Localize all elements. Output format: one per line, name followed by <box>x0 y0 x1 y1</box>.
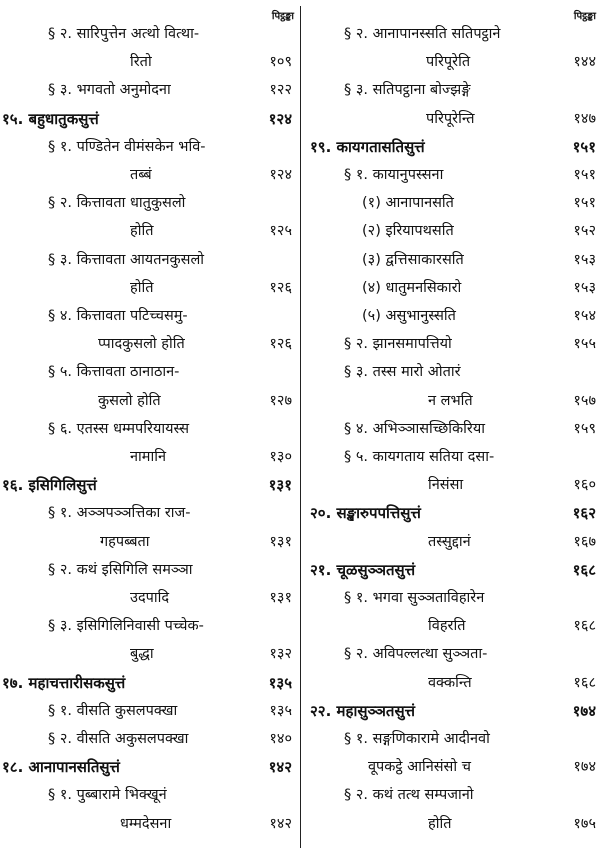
toc-entry-title: १८. आनापानसतिसुत्तं <box>2 758 120 777</box>
toc-entry <box>0 22 292 46</box>
toc-entry-title: § २. कथं इसिगिलि समञ्ञा <box>48 561 193 578</box>
toc-entry-title: § १. सङ्गणिकारामे आदीनवो <box>344 731 490 747</box>
toc-entry <box>308 78 596 102</box>
toc-entry-title: गहपब्बता <box>100 533 150 550</box>
toc-entry <box>308 812 596 836</box>
toc-entry-title: (३) द्वत्तिसाकारसति <box>362 251 464 268</box>
toc-page-number: १२७ <box>269 392 292 409</box>
toc-entry <box>308 276 596 300</box>
page-number-header: पिट्ठङ्का <box>573 11 596 22</box>
toc-entry-title: २०. सङ्खारुपपत्तिसुत्तं <box>310 504 421 523</box>
toc-entry-title: § १. पण्डितेन वीमंसकेन भवि- <box>48 138 206 155</box>
toc-entry <box>308 50 596 74</box>
toc-entry <box>308 727 596 751</box>
toc-entry-title: (१) आनापानसति <box>362 195 454 212</box>
toc-entry <box>0 699 292 723</box>
toc-entry-title: १९. कायगतासतिसुत्तं <box>310 137 425 156</box>
toc-section-heading <box>0 107 292 131</box>
toc-section-heading <box>0 755 292 779</box>
toc-entry-title: २२. महासुञ्ञतसुत्तं <box>310 701 415 720</box>
toc-entry-title: कुसलो होति <box>98 392 161 409</box>
toc-page-number: १६० <box>573 477 596 494</box>
toc-entry-title: § १. कायानुपस्सना <box>344 167 444 183</box>
toc-entry-title: § ६. एतस्स धम्मपरियायस्स <box>48 420 190 437</box>
toc-entry-title: न लभति <box>428 392 473 409</box>
toc-page-number: १४० <box>269 731 292 747</box>
toc-page-number: १४२ <box>268 758 292 777</box>
toc-page-number: १६७ <box>573 533 596 550</box>
toc-entry-title: होति <box>130 223 154 240</box>
toc-page-number: १५३ <box>573 251 596 268</box>
toc-page-number: १५२ <box>573 223 596 240</box>
toc-entry <box>0 78 292 102</box>
toc-entry <box>308 671 596 695</box>
toc-page-number: १४४ <box>573 54 596 71</box>
toc-entry-title: § ५. कायगताय सतिया दसा- <box>344 449 495 465</box>
toc-page-number: १२५ <box>269 223 292 240</box>
toc-section-heading <box>0 473 292 497</box>
toc-page-number: १५४ <box>573 308 596 324</box>
toc-page-number: १६८ <box>572 560 596 579</box>
toc-entry-title: तस्सुद्दानं <box>428 533 471 550</box>
toc-page-number: १२४ <box>269 167 292 183</box>
toc-entry <box>308 417 596 441</box>
toc-entry-title: होति <box>130 279 154 296</box>
toc-entry-title: § ३. कित्तावता आयतनकुसलो <box>48 251 205 268</box>
toc-entry-title: § ३. सतिपट्ठाना बोज्झङ्गे <box>344 82 471 99</box>
toc-entry-title: परिपूरेति <box>426 54 471 71</box>
toc-page-number: १५५ <box>573 336 596 353</box>
toc-page-number: १२६ <box>269 279 292 296</box>
toc-entry <box>0 812 292 836</box>
toc-page-number: १५१ <box>572 137 596 156</box>
toc-page-number: १५७ <box>573 392 596 409</box>
toc-entry <box>308 586 596 610</box>
toc-entry-title: § २. आनापानस्सति सतिपट्ठाने <box>344 26 501 42</box>
toc-entry <box>0 445 292 469</box>
toc-page-number: १२२ <box>269 82 292 99</box>
toc-section-heading <box>308 135 596 159</box>
toc-entry <box>0 586 292 610</box>
toc-entry-title: § ४. कित्तावता पटिच्चसमु- <box>48 308 188 324</box>
toc-entry-title: बुद्धा <box>130 646 154 663</box>
toc-entry <box>308 107 596 131</box>
toc-entry-title: § १. अञ्ञपञ्ञत्तिका राज- <box>48 505 191 522</box>
toc-entry-title: १५. बहुधातुकसुत्तं <box>2 109 99 128</box>
toc-entry-title: २१. चूळसुञ्ञतसुत्तं <box>310 560 416 579</box>
toc-entry-title: (२) इरियापथसति <box>362 223 454 240</box>
toc-page-number: १७४ <box>572 701 596 720</box>
toc-entry-title: १७. महाचत्तारीसकसुत्तं <box>2 673 126 692</box>
toc-entry-title: § ४. अभिञ्ञासच्छिकिरिया <box>344 420 486 437</box>
toc-page-number: १२६ <box>269 336 292 353</box>
toc-page-number: १३५ <box>268 673 292 692</box>
toc-entry-title: § ३. भगवतो अनुमोदना <box>48 82 171 99</box>
toc-page-number: १४७ <box>573 110 596 127</box>
toc-page-number: १३५ <box>269 702 292 719</box>
toc-entry <box>308 473 596 497</box>
toc-section-heading <box>0 671 292 695</box>
toc-entry-title: § १. भगवा सुञ्ञताविहारेन <box>344 590 485 606</box>
toc-entry-title: § २. वीसति अकुसलपक्खा <box>48 731 189 747</box>
page-number-header: पिट्ठङ्का <box>271 11 294 22</box>
toc-entry-title: १६. इसिगिलिसुत्तं <box>2 476 97 495</box>
toc-entry-title: वक्कन्ति <box>428 674 472 691</box>
toc-entry-title: वूपकट्ठे आनिसंसो च <box>368 759 471 776</box>
toc-entry-title: विहरति <box>428 618 466 635</box>
toc-entry <box>308 530 596 554</box>
toc-page-number: १५१ <box>573 167 596 183</box>
toc-entry-title: तब्बं <box>130 167 152 183</box>
toc-page-number: १३२ <box>269 646 292 663</box>
toc-entry-title: § २. कित्तावता धातुकुसलो <box>48 195 186 212</box>
toc-entry-title: रितो <box>130 54 152 71</box>
toc-section-heading <box>308 501 596 525</box>
toc-page-number: १५९ <box>573 420 596 437</box>
toc-entry <box>0 783 292 807</box>
toc-entry-title: § ३. तस्स मारो ओतारं <box>344 364 461 381</box>
toc-page-number: १५३ <box>573 279 596 296</box>
toc-entry <box>308 22 596 46</box>
toc-entry-title: § २. झानसमापत्तियो <box>344 336 452 353</box>
toc-entry-title: § २. कथं तत्थ सम्पजानो <box>344 787 474 804</box>
toc-entry <box>0 219 292 243</box>
toc-entry <box>0 417 292 441</box>
toc-page-number: १२४ <box>268 109 292 128</box>
toc-entry-title: उदपादि <box>130 590 170 606</box>
toc-entry <box>0 248 292 272</box>
toc-page-number: १६२ <box>572 504 596 523</box>
toc-entry <box>308 389 596 413</box>
toc-entry <box>308 191 596 215</box>
toc-entry-title: प्पादकुसलो होति <box>98 336 185 353</box>
toc-entry <box>308 360 596 384</box>
toc-entry <box>0 304 292 328</box>
toc-entry <box>0 501 292 525</box>
toc-entry <box>0 389 292 413</box>
toc-entry <box>0 135 292 159</box>
toc-entry-title: § ५. कित्तावता ठानाठान- <box>48 364 180 381</box>
toc-page-number: १६८ <box>573 674 596 691</box>
toc-entry <box>0 191 292 215</box>
toc-page-number: १३१ <box>269 590 292 606</box>
toc-entry-title: होति <box>428 815 452 832</box>
toc-entry-title: नामानि <box>130 449 167 465</box>
toc-entry-title: धम्मदेसना <box>120 815 172 832</box>
toc-entry <box>308 614 596 638</box>
toc-entry-title: परिपूरेन्ति <box>426 110 475 127</box>
toc-page-number: १०९ <box>269 54 292 71</box>
toc-entry-title: § ३. इसिगिलिनिवासी पच्चेक- <box>48 618 204 635</box>
toc-entry <box>0 50 292 74</box>
toc-entry <box>308 248 596 272</box>
toc-page-number: १४२ <box>269 815 292 832</box>
toc-page-number: १६८ <box>573 618 596 635</box>
toc-page-number: १७४ <box>573 759 596 776</box>
toc-entry <box>0 276 292 300</box>
toc-entry <box>308 163 596 187</box>
toc-entry <box>0 614 292 638</box>
toc-entry-title: § २. अविपल्लत्था सुञ्ञता- <box>344 646 488 663</box>
toc-entry <box>308 219 596 243</box>
toc-page-number: १३० <box>269 449 292 465</box>
toc-entry <box>308 755 596 779</box>
toc-entry <box>0 727 292 751</box>
toc-entry-title: (४) धातुमनसिकारो <box>362 279 462 296</box>
toc-section-heading <box>308 558 596 582</box>
toc-entry <box>308 783 596 807</box>
toc-section-heading <box>308 699 596 723</box>
toc-entry <box>308 642 596 666</box>
toc-entry-title: निसंसा <box>428 477 464 494</box>
toc-entry <box>0 360 292 384</box>
toc-page-number: १३१ <box>268 476 292 495</box>
toc-page-number: १७५ <box>573 815 596 832</box>
toc-entry-title: § १. पुब्बारामे भिक्खूनं <box>48 787 167 804</box>
toc-entry-title: (५) असुभानुस्सति <box>362 308 456 324</box>
toc-entry <box>308 332 596 356</box>
toc-entry-title: § २. सारिपुत्तेन अत्थो वित्था- <box>48 26 200 42</box>
toc-page-number: १३१ <box>269 533 292 550</box>
column-divider <box>300 6 301 848</box>
toc-entry <box>0 332 292 356</box>
toc-entry <box>0 642 292 666</box>
toc-entry <box>0 558 292 582</box>
toc-entry <box>0 163 292 187</box>
toc-entry <box>0 530 292 554</box>
toc-page-number: १५१ <box>573 195 596 212</box>
toc-entry <box>308 445 596 469</box>
toc-entry-title: § १. वीसति कुसलपक्खा <box>48 702 178 719</box>
toc-entry <box>308 304 596 328</box>
